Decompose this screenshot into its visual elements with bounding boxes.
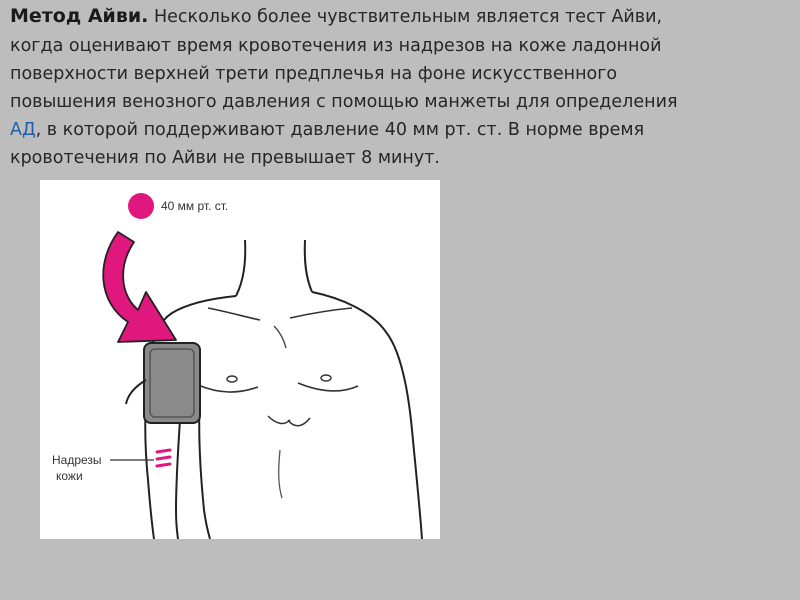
incision-label-line-1: Надрезы	[52, 453, 102, 467]
arm-inner-edge	[176, 420, 180, 539]
paragraph-text: , в которой поддерживают давление 40 мм рт. ст. В норме время	[35, 120, 645, 140]
ad-link[interactable]: АД	[10, 120, 36, 140]
paragraph-line-6: кровотечения по Айви не превышает 8 минут.	[10, 148, 440, 168]
neck-left-outline	[236, 240, 245, 296]
paragraph-text: Несколько более чувствительным является тест Айви,	[148, 7, 663, 27]
left-pectoral-line	[198, 385, 258, 392]
pressure-cuff	[144, 343, 200, 423]
pressure-indicator-dot	[128, 193, 154, 219]
sternal-notch	[274, 326, 286, 348]
right-pectoral-line	[298, 383, 358, 391]
paragraph-line-1	[10, 3, 662, 31]
pressure-label: 40 мм рт. ст.	[161, 199, 229, 213]
neck-right-outline	[305, 240, 312, 292]
paragraph-line-5	[10, 117, 644, 144]
incision-label-line-2: кожи	[56, 469, 83, 483]
skin-incision-marks	[157, 450, 170, 466]
paragraph-line-4: повышения венозного давления с помощью манжеты для определения	[10, 92, 678, 112]
abdomen-line	[279, 450, 282, 498]
paragraph-line-3: поверхности верхней трети предплечья на фоне искусственного	[10, 64, 618, 84]
right-shoulder-outline	[312, 292, 422, 539]
torso-drawing	[40, 180, 440, 539]
paragraph-line-2: когда оценивают время кровотечения из надрезов на коже ладонной	[10, 36, 662, 56]
left-nipple	[227, 376, 237, 382]
rib-cage-lines	[268, 416, 310, 426]
left-clavicle	[208, 308, 260, 320]
right-nipple	[321, 375, 331, 381]
method-title: Метод Айви.	[10, 5, 149, 27]
right-clavicle	[290, 308, 352, 318]
ivy-test-illustration	[40, 180, 440, 539]
pressure-arrow	[103, 232, 176, 342]
